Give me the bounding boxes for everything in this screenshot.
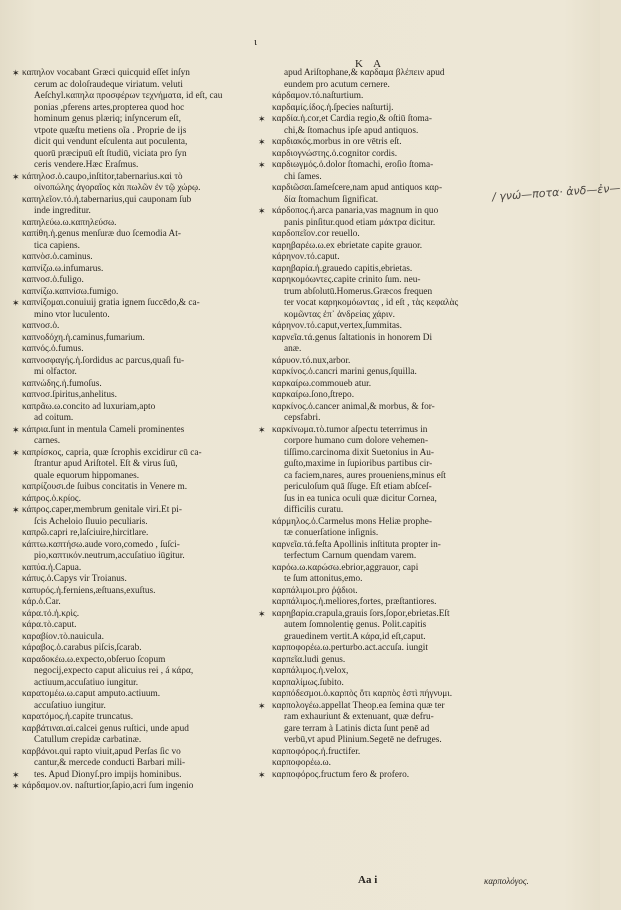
line-text: δία ſtomachum ſignificat.	[284, 194, 379, 205]
text-line	[272, 747, 478, 759]
text-line	[22, 91, 270, 103]
text-line	[22, 436, 270, 448]
line-text: eundem pro acutum cernere.	[284, 79, 390, 90]
line-text: ſcis Acheloio ſluuio peculiaris.	[34, 516, 148, 527]
text-line	[272, 666, 478, 678]
text-line	[12, 505, 270, 517]
text-line	[272, 68, 478, 80]
text-line	[22, 620, 270, 632]
running-head: K A	[355, 58, 386, 70]
line-text: κομῶντας ἐπ᾽ ἀνδρείας χάριν.	[284, 309, 395, 320]
text-line	[272, 436, 478, 448]
line-text: καραβίον.τὸ.nauicula.	[22, 631, 104, 642]
line-text: apud Ariſtophane,& καρδαμα βλέπειν apud	[284, 68, 445, 78]
line-text: ca faciem,nares, aures proueniens,minus eſt	[284, 470, 446, 481]
text-line	[272, 275, 478, 287]
line-text: καρηβαρία.crapula,grauis ſors,ſopor,ebrietas.Eſt	[272, 608, 450, 619]
line-text: ſus in ea tunica oculi quæ dicitur Cornea,	[284, 493, 437, 504]
text-line	[22, 310, 270, 322]
line-text: καρπεῖα.ludi genus.	[272, 654, 346, 665]
line-text: κάρηνον.τό.caput.	[272, 252, 340, 262]
text-line	[22, 195, 270, 207]
line-text: κάρυον.τό.nux,arbor.	[272, 355, 351, 366]
text-line	[272, 735, 478, 747]
line-text: καρποφόρος.fructum fero & profero.	[272, 769, 410, 780]
line-text: καρβάνοι.qui rapto viuit,apud Perſas ſic vo	[22, 746, 181, 757]
line-text: negocij,expecto caput alicuius rei , á κάρα,	[34, 666, 194, 676]
text-line	[22, 574, 270, 586]
text-line	[22, 206, 270, 218]
text-line	[22, 252, 270, 264]
line-text: ad coitum.	[34, 413, 74, 423]
line-text: καρκίνος.ὁ.cancer animal,& morbus, & for-	[272, 401, 435, 412]
line-text: καρπαλίμως.ſubito.	[272, 677, 344, 688]
line-text: κάπρος.ὁ.κρίος.	[22, 493, 81, 504]
text-line	[272, 333, 478, 345]
text-line	[22, 149, 270, 161]
text-line	[272, 494, 478, 506]
text-line	[22, 229, 270, 241]
line-text: καρκίνος.ὁ.cancri marini genus,ſquilla.	[272, 367, 417, 377]
text-line	[22, 402, 270, 414]
line-text: κάρδαμον.ον. naſturtior,ſapio,acri ſum ingenio	[22, 781, 194, 791]
line-text: καρόω.ω.καρώσω.ebrior,aggrauor, capi	[272, 562, 419, 573]
line-text: οἰνοπώλης ἀγοραῖος κὰι πωλῶν ἐν τῷ χώρῳ.	[34, 183, 201, 193]
text-line	[272, 517, 478, 529]
line-text: κάπυς.ὁ.Capys vir Troianus.	[22, 574, 127, 584]
line-text: dicit qui vendunt eſculenta aut poculenta,	[34, 137, 188, 147]
line-text: κάρηνον.τό.caput,vertex,ſummitas.	[272, 321, 403, 331]
text-line	[22, 333, 270, 345]
text-line	[272, 103, 478, 115]
text-line	[272, 758, 478, 770]
line-text: καρατομέω.ω.caput amputo.actiuum.	[22, 689, 161, 699]
text-line	[272, 551, 478, 563]
text-line	[12, 298, 270, 310]
text-line	[22, 563, 270, 575]
text-line	[272, 643, 478, 655]
text-line	[272, 229, 478, 241]
text-line	[272, 540, 478, 552]
text-line	[272, 689, 478, 701]
line-text: accuſatiuo iungitur.	[34, 700, 106, 711]
text-line	[272, 678, 478, 690]
asterisk-marker-icon: ✶	[12, 171, 20, 182]
text-line	[12, 769, 270, 782]
text-line	[258, 424, 478, 437]
text-line	[258, 608, 478, 621]
line-text: καπνοδόχη.ἡ.caminus,fumarium.	[22, 332, 145, 343]
line-text: καρκίνωμα.τὸ.tumor aſpectu teterrimus in	[272, 424, 428, 435]
asterisk-marker-icon: ✶	[258, 769, 266, 780]
text-line	[272, 126, 478, 138]
asterisk-marker-icon: ✶	[12, 298, 20, 308]
line-text: καπύα.ἡ.Capua.	[22, 562, 82, 573]
asterisk-marker-icon: ✶	[12, 424, 20, 435]
text-line	[272, 344, 478, 356]
line-text: καπνίζω.ω.infumarus.	[22, 263, 104, 274]
text-line	[272, 287, 478, 299]
text-line	[272, 620, 478, 632]
line-text: κάρδοπος.ἡ.arca panaria,vas magnum in quo	[272, 206, 439, 216]
text-line	[22, 666, 270, 678]
line-text: καρπολογέω.appellat Theop.ea ſemina quæ ter	[272, 700, 445, 711]
text-line	[22, 126, 270, 138]
text-line	[22, 287, 270, 299]
line-text: καρκαίρω.ſono,ſtrepo.	[272, 390, 355, 400]
text-line	[272, 367, 478, 379]
line-text: tes. Apud Dionyſ.pro impijs hominibus.	[34, 769, 182, 780]
line-text: καρδιογνώστης.ὁ.cognitor cordis.	[272, 148, 398, 159]
line-text: κάπηλοσ.ὁ.caupo,inſtitor,tabernarius.καὶ τὸ	[22, 171, 183, 182]
line-text: καπρᾶω.ω.concito ad luxuriam,apto	[22, 401, 156, 412]
text-line	[22, 356, 270, 368]
line-text: καρδιωγμός.ὁ.dolor ſtomachi, eroſio ſtoma-	[272, 160, 434, 170]
text-line	[272, 91, 478, 103]
line-text: κάρ.ὁ.Car.	[22, 597, 61, 607]
line-text: καπνοσ.ὁ.fuligo.	[22, 275, 84, 285]
text-line	[272, 298, 478, 310]
text-line	[272, 264, 478, 276]
text-line	[272, 712, 478, 724]
text-line	[22, 494, 270, 506]
line-text: terfectum Carnum quendam varem.	[284, 551, 417, 561]
text-line	[272, 563, 478, 575]
text-line	[272, 574, 478, 586]
signature-mark: Aa i	[358, 874, 378, 886]
line-text: καρποφόρος.ἡ.fructifer.	[272, 746, 361, 757]
text-line	[272, 183, 478, 195]
text-line	[12, 447, 270, 460]
line-text: cepsfabri.	[284, 413, 321, 423]
line-text: καρατόμος.ἡ.capite truncatus.	[22, 712, 134, 722]
text-line	[22, 321, 270, 333]
text-line	[22, 689, 270, 701]
text-line	[272, 356, 478, 368]
text-line	[22, 655, 270, 667]
text-line	[272, 252, 478, 264]
text-line	[22, 218, 270, 230]
line-text: actiuum,accuſatiuo iungitur.	[34, 677, 139, 688]
text-line	[22, 471, 270, 483]
text-line	[22, 413, 270, 425]
line-text: vtpote quæſtu metiens oĩa . Proprie de ijs	[34, 125, 187, 136]
line-text: chi ſames.	[284, 171, 322, 182]
asterisk-marker-icon: ✶	[12, 68, 20, 78]
line-text: κάπρια.ſunt in mentula Cameli prominentes	[22, 424, 185, 435]
line-text: καρνεῖα.τά.genus ſaltationis in honorem Di	[272, 332, 433, 343]
text-line	[22, 632, 270, 644]
text-line	[272, 149, 478, 161]
text-line	[12, 171, 270, 184]
line-text: καρκαίρω.commoueb atur.	[272, 378, 372, 389]
text-line	[22, 264, 270, 276]
text-line	[22, 103, 270, 115]
line-text: καρποφορέω.ω.	[272, 758, 331, 768]
line-text: καπνίζομαι.conuiuij gratia ignem ſuccēdo,& ca-	[22, 298, 200, 308]
text-line	[272, 586, 478, 598]
line-text: grauedinem vertit.A κάρα,id eſt,caput.	[284, 631, 426, 642]
line-text: guſto,maxime in ſupioribus partibus cir-	[284, 459, 433, 469]
text-line	[258, 206, 478, 218]
line-text: Aeſchyl.καπηλα προσφέρων τεχνήματα, id eſt, cau	[34, 91, 223, 101]
line-text: corpore humano cum dolore vehemen-	[284, 436, 429, 446]
text-line	[272, 413, 478, 425]
text-line	[22, 390, 270, 402]
line-text: καπίθη.ἡ.genus menſuræ duo ſcemodia At-	[22, 229, 181, 239]
line-text: καπρίσκος, capria, quæ ſcrophis excidirur cū ca-	[22, 447, 202, 458]
line-text: ram exhauriunt & extenuant, quæ defru-	[284, 712, 434, 722]
line-text: ſtrantur apud Ariſtotel. Eſt & virus ſuū,	[34, 459, 178, 469]
line-text: tæ conuerſatione inſignis.	[284, 528, 379, 538]
line-text: καπνοσ.ſpiritus,anhelitus.	[22, 390, 117, 400]
folio-mark: ι	[254, 36, 257, 48]
line-text: ceris vendere.Hæc Eraſmus.	[34, 160, 139, 170]
line-text: chi,& ſtomachus ipſe apud antiquos.	[284, 125, 419, 136]
line-text: hominum genus plæriq; inſyncerum eſt,	[34, 114, 181, 124]
asterisk-marker-icon: ✶	[12, 781, 20, 791]
text-line	[272, 505, 478, 517]
line-text: καπυρός.ἡ.ferniens,æſtuans,exuſtus.	[22, 585, 156, 596]
line-text: κάπτω.καπτήσω.aude voro,comedo , ſuſci-	[22, 539, 180, 550]
line-text: trum abſolutū.Homerus.Græcos frequen	[284, 286, 433, 297]
asterisk-marker-icon: ✶	[12, 505, 20, 515]
text-line	[22, 678, 270, 690]
text-line	[22, 459, 270, 471]
text-line	[22, 80, 270, 92]
text-line	[272, 195, 478, 207]
text-line	[258, 137, 478, 149]
left-column	[12, 68, 270, 793]
text-line	[272, 172, 478, 184]
line-text: καρβάτιναι.αἱ.calcei genus ruſtici, unde apud	[22, 723, 189, 734]
text-line	[22, 160, 270, 172]
text-line	[22, 114, 270, 126]
line-text: mino vtor luculento.	[34, 309, 110, 320]
text-line	[22, 747, 270, 759]
text-line	[22, 379, 270, 391]
line-text: periculoſum quā ſſuge. Eſt etiam abſceſ-	[284, 482, 432, 492]
line-text: difficilis curatu.	[284, 505, 344, 515]
line-text: καρηβαρία.ἡ.grauedo capitis,ebrietas.	[272, 263, 413, 274]
text-line	[12, 781, 270, 793]
line-text: καπηλεῖον.τό.ἡ.tabernarius,qui cauponam ſub	[22, 194, 192, 205]
text-line	[22, 367, 270, 379]
line-text: mi olfactor.	[34, 367, 77, 377]
line-text: anæ.	[284, 344, 302, 354]
line-text: pio,καπτικόν.neutrum,accuſatiuo iūgitur.	[34, 551, 185, 561]
line-text: καπνὸσ.ὁ.caminus.	[22, 252, 93, 262]
text-line	[272, 402, 478, 414]
line-text: te ſum attonitus,emo.	[284, 574, 363, 584]
line-text: κάπρος.caper,membrum genitale viri.Et pi-	[22, 505, 182, 515]
line-text: cerum ac doloſraudeque viriatum. veluti	[34, 79, 183, 90]
text-line	[272, 218, 478, 230]
line-text: καρποφορέω.ω.perturbo.act.accuſa. iungit	[272, 643, 428, 653]
line-text: καρδιακός.morbus in ore vētris eſt.	[272, 137, 402, 147]
asterisk-marker-icon: ✶	[258, 160, 266, 170]
line-text: καρπόδεσμοι.ὁ.καρπὸς ὅτι καρπὸς ἐστὶ πήγνυμι.	[272, 689, 453, 699]
line-text: καπνοσφαγής.ἡ.ſordidus ac parcus,quaſi fu-	[22, 355, 185, 366]
marginal-note: / γνώ—ποτα· ἀνδ—ἐν—	[491, 181, 621, 204]
text-line	[22, 735, 270, 747]
line-text: quorū præcipuū eſt ſtudiū, viciata pro ſyn	[34, 148, 187, 159]
text-line	[22, 551, 270, 563]
text-line	[12, 424, 270, 437]
line-text: tiſſimo.carcinoma dixit Suetonius in Au-	[284, 447, 435, 458]
text-line	[258, 700, 478, 713]
line-text: inde ingreditur.	[34, 206, 91, 216]
line-text: καρδιῶσαι.ſameſcere,nam apud antiquos καρ-	[272, 183, 443, 193]
text-line	[22, 597, 270, 609]
line-text: tica capiens.	[34, 240, 80, 251]
line-text: κάρα.τό.ἡ.κρὶς.	[22, 608, 80, 619]
line-text: κάρμηλος.ὁ.Carmelus mons Heliæ prophe-	[272, 516, 432, 527]
line-text: καρπάλιμος.ἡ.meliores,fortes, præſtantiores.	[272, 597, 437, 607]
line-text: καρηβαρέω.ω.ex ebrietate capite grauor.	[272, 240, 423, 251]
asterisk-marker-icon: ✶	[12, 769, 20, 780]
line-text: καπηλον vocabant Græci quicquid eſſet inſyn	[22, 68, 190, 78]
text-line	[22, 609, 270, 621]
text-line	[22, 183, 270, 195]
asterisk-marker-icon: ✶	[258, 137, 266, 147]
line-text: verbū,vt apud Plinium.Segetē ne defruges.	[284, 735, 442, 745]
line-text: καρδοπεῖον.cor reuello.	[272, 229, 360, 239]
line-text: gare terram à Latinis dicta ſunt penē ad	[284, 723, 430, 734]
line-text: καπηλεύω.ω.καπηλεύσω.	[22, 217, 117, 228]
line-text: καρδαμίς.ίδος.ἡ.ſpecies naſturtij.	[272, 102, 394, 113]
text-line	[258, 769, 478, 782]
line-text: ter vocat καρηκομόωντας , id eſt , τὰς κεφαλὰς	[284, 298, 459, 308]
line-text: καρπάλιμος.ἡ.velox,	[272, 666, 349, 676]
right-column	[258, 68, 478, 781]
text-line	[272, 448, 478, 460]
catchword: καρπολόγος.	[484, 876, 529, 886]
text-line	[272, 241, 478, 253]
line-text: cantur,& mercede conducti Barbari mili-	[34, 758, 186, 768]
line-text: quale equorum hippomanes.	[34, 470, 140, 481]
line-text: καρπάλιμοι.pro ῥᾴδιοι.	[272, 585, 358, 596]
text-line	[22, 701, 270, 713]
line-text: καραδοκέω.ω.expecto,obſeruo ſcopum	[22, 654, 166, 665]
line-text: καπρίζουσι.de ſuibus concitatis in Venere m.	[22, 482, 188, 492]
text-line	[272, 390, 478, 402]
text-line	[22, 344, 270, 356]
text-line	[272, 321, 478, 333]
line-text: autem ſomnolentię genus. Polit.capitis	[284, 620, 427, 630]
text-line	[258, 114, 478, 126]
text-line	[22, 482, 270, 494]
text-line	[22, 758, 270, 770]
asterisk-marker-icon: ✶	[258, 608, 266, 619]
text-line	[22, 540, 270, 552]
text-line	[272, 310, 478, 322]
text-line	[272, 655, 478, 667]
text-line	[22, 528, 270, 540]
text-line	[22, 241, 270, 253]
text-line	[272, 597, 478, 609]
line-text: καπνός.ὁ.fumus.	[22, 344, 84, 354]
line-text: κάρα.τὸ.caput.	[22, 620, 77, 630]
line-text: κάρδαμον.τό.naſturtium.	[272, 91, 364, 101]
asterisk-marker-icon: ✶	[258, 700, 266, 711]
line-text: καρνεῖα.τά.feſta Apollinis inſtituta propter in-	[272, 539, 441, 550]
line-text: καπνίζω.καπνίσω.fumigo.	[22, 286, 119, 297]
text-line	[272, 471, 478, 483]
text-line	[22, 712, 270, 724]
text-line	[272, 724, 478, 736]
text-line	[22, 643, 270, 655]
text-line	[272, 379, 478, 391]
text-line	[272, 482, 478, 494]
line-text: panis pinſitur.quod etiam μάκτρα dicitur.	[284, 217, 436, 228]
text-line	[272, 80, 478, 92]
text-line	[22, 586, 270, 598]
line-text: ponias ,pferens artes,propterea quod hoc	[34, 102, 185, 113]
text-line	[22, 724, 270, 736]
text-line	[22, 517, 270, 529]
line-text: καπνοσ.ὁ.	[22, 321, 60, 331]
line-text: Catullum crepidæ carbatinæ.	[34, 735, 142, 745]
line-text: καπρῶ.capri re,laſciuire,hircitlare.	[22, 528, 149, 538]
text-line	[272, 528, 478, 540]
text-line	[22, 275, 270, 287]
text-line	[272, 632, 478, 644]
line-text: carnes.	[34, 436, 61, 446]
line-text: κάραβος.ὁ.carabus piſcis,ſcarab.	[22, 643, 142, 653]
asterisk-marker-icon: ✶	[258, 206, 266, 216]
text-line	[258, 160, 478, 172]
text-line	[272, 459, 478, 471]
asterisk-marker-icon: ✶	[12, 447, 20, 458]
asterisk-marker-icon: ✶	[258, 114, 266, 124]
line-text: καρδία.ἡ.cor,et Cardia regio,& oſtiū ſtoma-	[272, 114, 432, 124]
text-line	[22, 137, 270, 149]
line-text: καπνώδης.ἡ.fumoſus.	[22, 378, 102, 389]
line-text: καρηκομόωντες.capite crinito ſum. neu-	[272, 275, 421, 285]
text-line	[12, 68, 270, 80]
asterisk-marker-icon: ✶	[258, 424, 266, 435]
